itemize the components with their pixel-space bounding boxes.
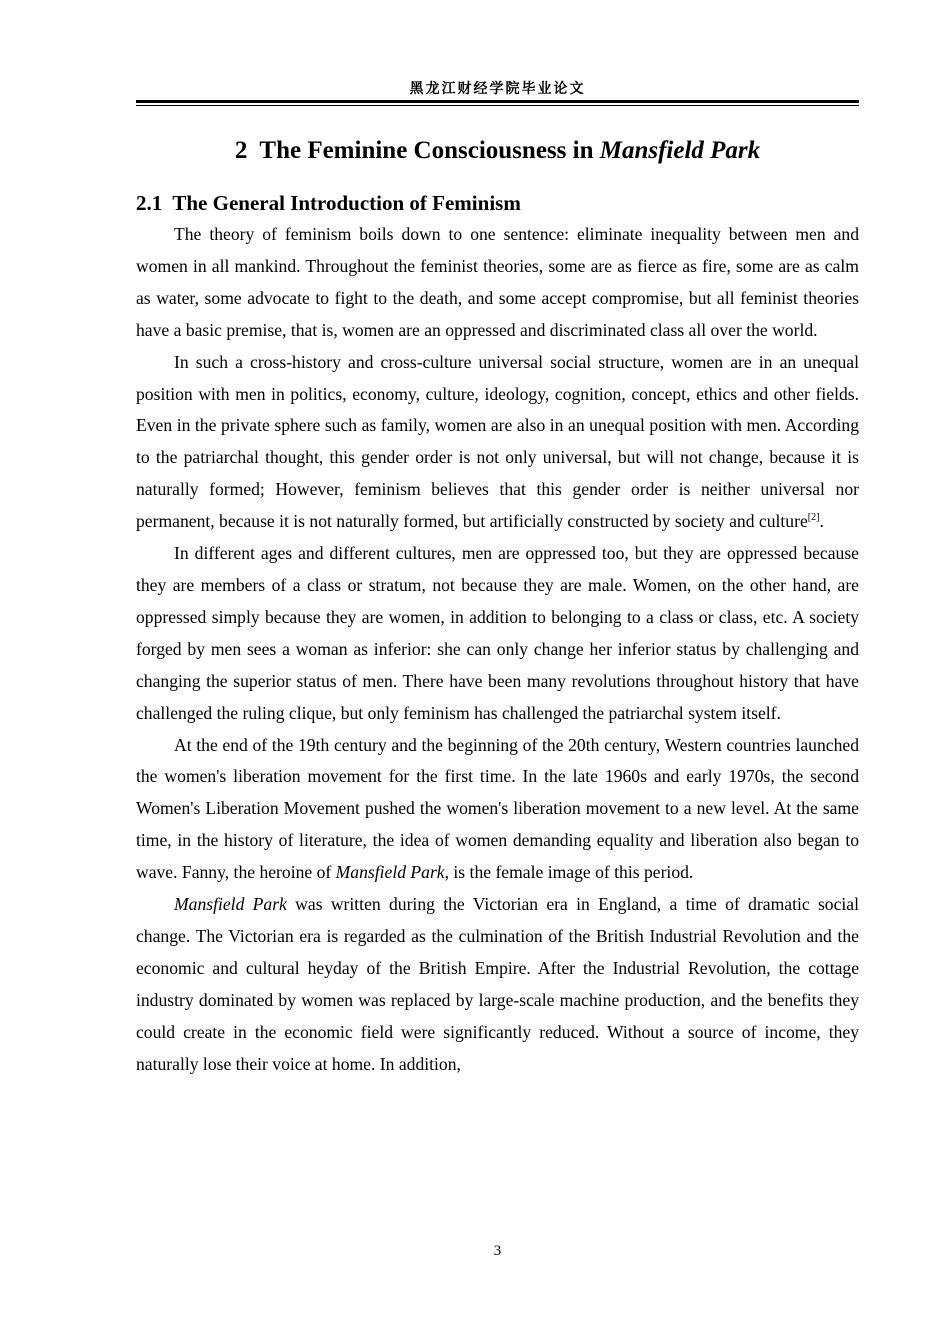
paragraph-5-text: was written during the Victorian era in England, a time of dramatic social change. The Victorian era is regarded as the culmination of the British Industrial Revolution and the economic and cultural heyday of the British Empire. After the Industrial Revolution, the cottage industry dominated by women was replaced by large-scale machine production, and the benefits they could create in the economic field were significantly reduced. Without a source of income, they naturally lose their voice at home. In addition, (136, 894, 859, 1074)
paragraph-4 (136, 730, 859, 890)
running-header: 黑龙江财经学院毕业论文 (409, 81, 586, 97)
citation-2: [2] (807, 512, 820, 524)
paragraph-3: In different ages and different cultures, men are oppressed too, but they are oppressed because they are members of a class or stratum, not because they are male. Women, on the other hand, are oppressed simply because they are women, in addition to belonging to a class or class, etc. A society forged by men sees a woman as inferior: she can only change her inferior status by challenging and changing the superior status of men. There have been many revolutions throughout history that have challenged the ruling clique, but only feminism has challenged the patriarchal system itself. (136, 543, 859, 723)
paragraph-5 (136, 889, 859, 1080)
paragraph-5-italic: Mansfield Park (174, 894, 287, 915)
body-text (136, 219, 859, 1080)
page-number: 3 (493, 1243, 502, 1259)
header-rule-thin (136, 105, 859, 106)
section-title-text: The General Introduction of Feminism (172, 191, 521, 215)
paragraph-1: The theory of feminism boils down to one sentence: eliminate inequality between men and women in all mankind. Throughout the feminist theories, some are as fierce as fire, some are as calm as water, some advocate to fight to the death, and some accept compromise, but all feminist theories have a basic premise, that is, women are an oppressed and discriminated class all over the world. (136, 224, 859, 340)
chapter-title-italic: Mansfield Park (599, 137, 761, 164)
paragraph-2-text: In such a cross-history and cross-culture universal social structure, women are in an unequal position with men in politics, economy, culture, ideology, cognition, concept, ethics and other fields. Even in the private sphere such as family, women are also in an unequal position with men. According to the patriarchal thought, this gender order is not only universal, but will not change, because it is naturally formed; However, feminism believes that this gender order is neither universal nor permanent, because it is not naturally formed, but artificially constructed by society and culture (136, 351, 859, 532)
chapter-title (136, 134, 859, 168)
chapter-title-text: The Feminine Consciousness in (259, 137, 594, 164)
chapter-number: 2 (234, 137, 248, 164)
paragraph-4-text-a: At the end of the 19th century and the beginning of the 20th century, Western countries launched the women's liberation movement for the first time. In the late 1960s and early 1970s, the second Women's Liberation Movement pushed the women's liberation movement to a new level. At the same time, in the history of literature, the idea of women demanding equality and liberation also began to wave. Fanny, the heroine of (136, 734, 859, 883)
header-rule-thick (136, 100, 859, 103)
paragraph-2 (136, 347, 859, 538)
paragraph-4-italic: Mansfield Park (335, 862, 445, 883)
paragraph-4-text-b: , is the female image of this period. (444, 862, 694, 883)
paragraph-2-end: . (819, 511, 824, 532)
section-title (136, 188, 521, 218)
section-number: 2.1 (136, 191, 163, 215)
